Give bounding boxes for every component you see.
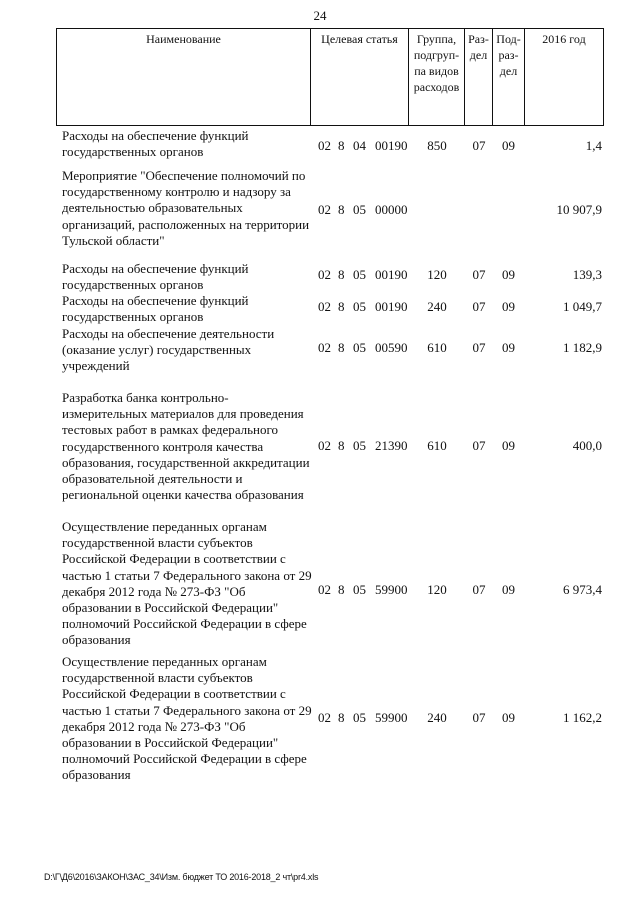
row-razdel: 07 (472, 267, 486, 282)
row-amount: 1,4 (585, 138, 602, 153)
row-code-direction: 00590 (375, 340, 408, 355)
row-amount: 1 162,2 (563, 710, 602, 725)
row-name: Разработка банка контрольно-измерительных материалов для проведения тестовых работ в рамках федерального государственного контроля качества образования, государственной аккредитации образовательной деятельности и региональной оценки качества образования (62, 390, 310, 503)
row-code-event: 05 (353, 710, 366, 725)
row-code-subprogram: 8 (338, 438, 345, 453)
row-code-program: 02 (318, 582, 331, 597)
row-razdel: 07 (472, 710, 486, 725)
row-code-program: 02 (318, 710, 331, 725)
row-code-event: 04 (353, 138, 366, 153)
row-code-subprogram: 8 (338, 710, 345, 725)
header-name: Наименование (56, 28, 311, 126)
row-name: Расходы на обеспечение деятельности (оказание услуг) государственных учреждений (62, 326, 275, 374)
header-group: Группа, подгруп- па видов расходов (408, 28, 465, 126)
row-group: 240 (427, 299, 447, 314)
row-group: 120 (427, 267, 447, 282)
row-code-subprogram: 8 (338, 299, 345, 314)
header-year: 2016 год (524, 28, 604, 126)
row-code-direction: 59900 (375, 582, 408, 597)
file-path-footer: D:\Г\Д6\2016\ЗАКОН\ЗАС_34\Изм. бюджет ТО 2016-2018_2 чт\pr4.xls (44, 872, 319, 882)
header-razdel: Раз- дел (464, 28, 493, 126)
row-razdel: 07 (472, 438, 486, 453)
row-podrazdel: 09 (502, 438, 515, 453)
row-code-event: 05 (353, 438, 366, 453)
row-code-direction: 00190 (375, 299, 408, 314)
page-number: 24 (313, 8, 327, 23)
row-group: 120 (427, 582, 447, 597)
row-name: Расходы на обеспечение функций государственных органов (62, 128, 249, 160)
row-name: Расходы на обеспечение функций государственных органов (62, 261, 249, 293)
row-amount: 1 182,9 (563, 340, 602, 355)
row-razdel: 07 (472, 340, 486, 355)
row-code-event: 05 (353, 267, 366, 282)
row-code-program: 02 (318, 340, 331, 355)
row-group: 240 (427, 710, 447, 725)
row-code-program: 02 (318, 299, 331, 314)
row-amount: 400,0 (572, 438, 602, 453)
row-code-event: 05 (353, 202, 366, 217)
row-code-subprogram: 8 (338, 138, 345, 153)
row-code-direction: 00190 (375, 267, 408, 282)
row-razdel: 07 (472, 582, 486, 597)
row-amount: 1 049,7 (563, 299, 602, 314)
row-amount: 10 907,9 (556, 202, 602, 217)
row-code-program: 02 (318, 138, 331, 153)
row-code-subprogram: 8 (338, 202, 345, 217)
row-code-program: 02 (318, 202, 331, 217)
row-code-direction: 00190 (375, 138, 408, 153)
row-code-direction: 00000 (375, 202, 408, 217)
row-code-event: 05 (353, 582, 366, 597)
row-code-direction: 21390 (375, 438, 408, 453)
row-group: 610 (427, 438, 447, 453)
row-podrazdel: 09 (502, 138, 515, 153)
row-amount: 6 973,4 (563, 582, 602, 597)
row-podrazdel: 09 (502, 267, 515, 282)
row-group: 610 (427, 340, 447, 355)
row-name: Мероприятие "Обеспечение полномочий по государственному контролю и надзору за деятельностью образовательных организаций, расположенных на территории Тульской области" (62, 168, 310, 248)
row-code-event: 05 (353, 299, 366, 314)
header-podrazdel: Под- раз- дел (492, 28, 525, 126)
header-target: Целевая статья (310, 28, 409, 126)
row-code-program: 02 (318, 267, 331, 282)
row-code-direction: 59900 (375, 710, 408, 725)
row-code-subprogram: 8 (338, 340, 345, 355)
row-razdel: 07 (472, 138, 486, 153)
row-code-subprogram: 8 (338, 582, 345, 597)
row-name: Расходы на обеспечение функций государственных органов (62, 293, 249, 325)
row-name: Осуществление переданных органам государственной власти субъектов Российской Федерации в соответствии с частью 1 статьи 7 Федерального закона от 29 декабря 2012 года № 273-ФЗ "Об образовании в Российской Федерации" полномочий Российской Федерации в сфере образования (62, 519, 312, 648)
row-group: 850 (427, 138, 447, 153)
row-code-subprogram: 8 (338, 267, 345, 282)
row-code-event: 05 (353, 340, 366, 355)
row-razdel: 07 (472, 299, 486, 314)
row-podrazdel: 09 (502, 299, 515, 314)
row-podrazdel: 09 (502, 582, 515, 597)
row-name: Осуществление переданных органам государственной власти субъектов Российской Федерации в соответствии с частью 1 статьи 7 Федерального закона от 29 декабря 2012 года № 273-ФЗ "Об образовании в Российской Федерации" полномочий Российской Федерации в сфере образования (62, 654, 312, 783)
row-amount: 139,3 (572, 267, 602, 282)
row-code-program: 02 (318, 438, 331, 453)
row-podrazdel: 09 (502, 340, 515, 355)
row-podrazdel: 09 (502, 710, 515, 725)
